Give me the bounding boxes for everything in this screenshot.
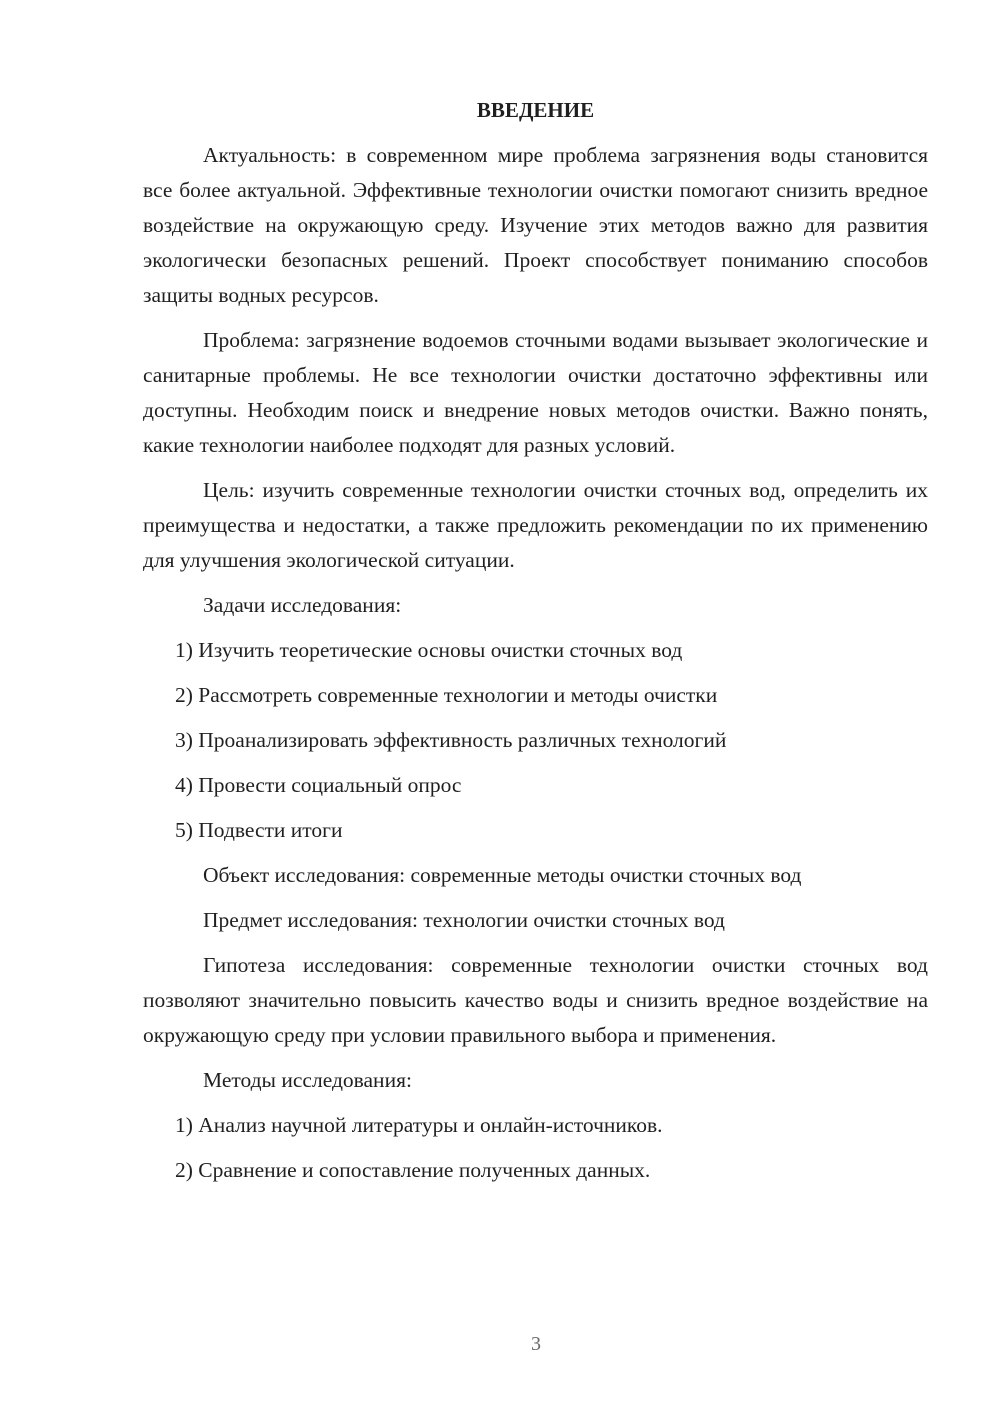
method-item: 2) Сравнение и сопоставление полученных данных. bbox=[175, 1158, 651, 1182]
task-item: 3) Проанализировать эффективность различных технологий bbox=[175, 728, 727, 752]
hypothesis-paragraph: Гипотеза исследования: современные технологии очистки сточных вод позволяют значительно повысить качество воды и снизить вредное воздействие на окружающую среду при условии правильного выбора и применения. bbox=[143, 953, 928, 1047]
methods-heading: Методы исследования: bbox=[203, 1068, 412, 1092]
goal-paragraph: Цель: изучить современные технологии очистки сточных вод, определить их преимущества и недостатки, а также предложить рекомендации по их применению для улучшения экологической ситуации. bbox=[143, 478, 928, 572]
task-item: 5) Подвести итоги bbox=[175, 818, 343, 842]
tasks-heading: Задачи исследования: bbox=[203, 593, 402, 617]
page-number: 3 bbox=[531, 1333, 541, 1355]
task-item: 4) Провести социальный опрос bbox=[175, 773, 462, 797]
document-page bbox=[143, 96, 928, 1198]
task-item: 1) Изучить теоретические основы очистки сточных вод bbox=[175, 638, 683, 662]
method-item: 1) Анализ научной литературы и онлайн-источников. bbox=[175, 1113, 663, 1137]
research-subject: Предмет исследования: технологии очистки сточных вод bbox=[203, 908, 725, 932]
research-object: Объект исследования: современные методы очистки сточных вод bbox=[203, 863, 802, 887]
relevance-paragraph: Актуальность: в современном мире проблема загрязнения воды становится все более актуальной. Эффективные технологии очистки помогают снизить вредное воздействие на окружающую среду. Изучение этих методов важно для развития экологически безопасных решений. Проект способствует пониманию способов защиты водных ресурсов. bbox=[143, 143, 928, 307]
problem-paragraph: Проблема: загрязнение водоемов сточными водами вызывает экологические и санитарные проблемы. Не все технологии очистки достаточно эффективны или доступны. Необходим поиск и внедрение новых методов очистки. Важно понять, какие технологии наиболее подходят для разных условий. bbox=[143, 328, 928, 457]
page-title: ВВЕДЕНИЕ bbox=[476, 98, 595, 122]
task-item: 2) Рассмотреть современные технологии и методы очистки bbox=[175, 683, 718, 707]
